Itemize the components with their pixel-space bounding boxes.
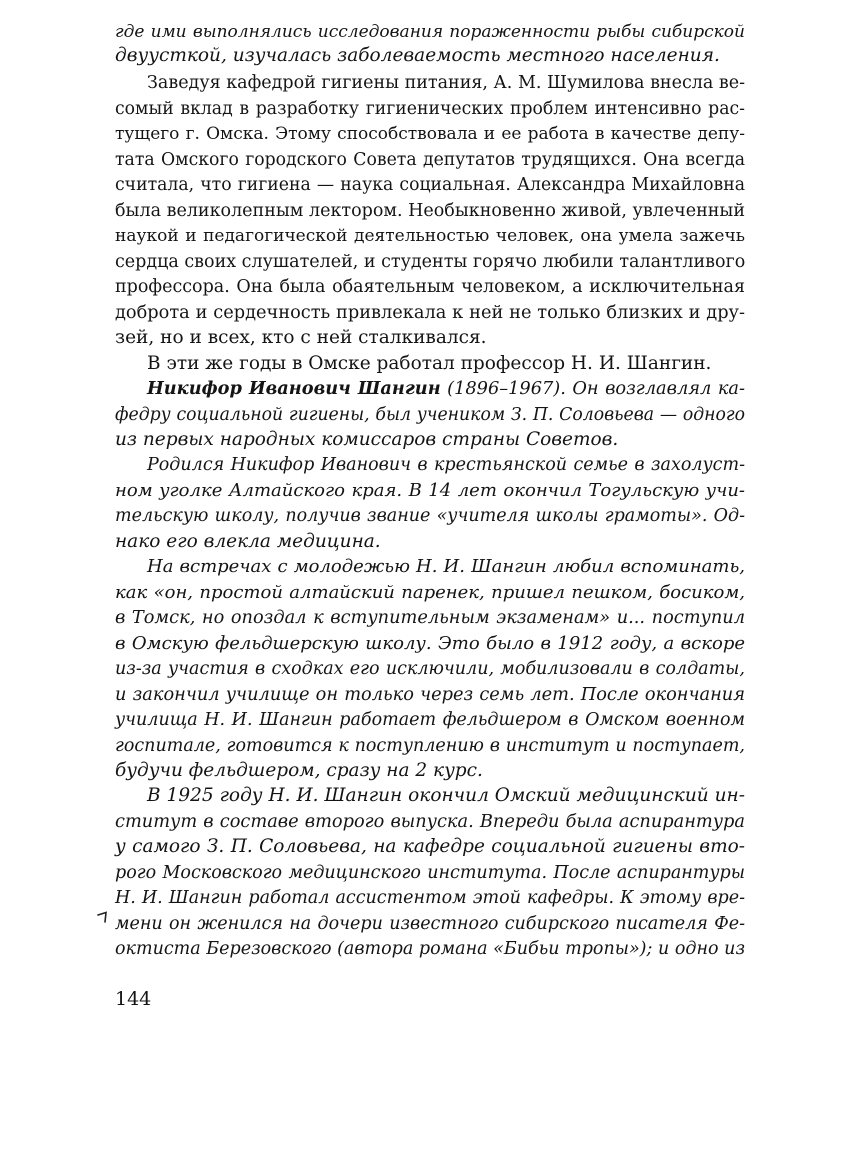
text-line: где ими выполнялись исследования пораженности рыбы сибирской: [115, 22, 745, 42]
text-line: была великолепным лектором. Необыкновенно живой, увлеченный: [115, 200, 745, 221]
text-line: у самого З. П. Соловьева, на кафедре социальной гигиены вто-: [115, 836, 745, 857]
text-line: федру социальной гигиены, был учеником З. П. Соловьева — одного: [115, 404, 745, 425]
text-line: В эти же годы в Омске работал профессор Н. И. Шангин.: [147, 353, 712, 374]
text-line: тата Омского городского Совета депутатов трудящихся. Она всегда: [115, 149, 745, 170]
text-line: зей, но и всех, кто с ней сталкивался.: [115, 327, 487, 348]
text-line: считала, что гигиена — наука социальная. Александра Михайловна: [115, 175, 745, 195]
text-line: будучи фельдшером, сразу на 2 курс.: [115, 760, 483, 781]
text-line: доброта и сердечность привлекала к ней не только близких и дру-: [115, 302, 745, 323]
text-line: в Омскую фельдшерскую школу. Это было в 1912 году, а вскоре: [115, 632, 745, 654]
text-line: профессора. Она была обаятельным человеком, а исключительная: [115, 277, 745, 297]
text-line: из-за участия в сходках его исключили, мобилизовали в солдаты,: [115, 659, 745, 679]
text-line: Н. И. Шангин работал ассистентом этой кафедры. К этому вре-: [115, 888, 745, 908]
text-line: госпитале, готовится к поступлению в институт и поступает,: [115, 735, 745, 756]
text-line: Заведуя кафедрой гигиены питания, А. М. Шумилова внесла ве-: [147, 73, 745, 93]
text-line: ном уголке Алтайского края. В 14 лет окончил Тогульскую учи-: [115, 479, 745, 501]
text-line: тельскую школу, получив звание «учителя школы грамоты». Од-: [115, 506, 745, 526]
text-line: ститут в составе второго выпуска. Впереди была аспирантура: [115, 811, 745, 832]
text-line: училища Н. И. Шангин работает фельдшером в Омском военном: [115, 710, 745, 730]
text-line: Родился Никифор Иванович в крестьянской семье в захолуст-: [147, 455, 745, 475]
text-line: нако его влекла медицина.: [115, 530, 381, 552]
text-line: и закончил училище он только через семь лет. После окончания: [115, 684, 745, 705]
page-number: 144: [115, 988, 152, 1010]
text-fragment: (1896–1967). Он возглавлял ка-: [440, 379, 745, 399]
text-line: рого Московского медицинского института. После аспирантуры: [115, 862, 745, 883]
text-line: двуусткой, изучалась заболеваемость местного населения.: [115, 45, 720, 66]
text-line: как «он, простой алтайский паренек, пришел пешком, босиком,: [115, 581, 745, 603]
text-line: октиста Березовского (автора романа «Бибьи тропы»); и одно из: [115, 939, 745, 959]
text-line: [115, 377, 745, 401]
text-line: сердца своих слушателей, и студенты горячо любили талантливого: [115, 251, 746, 272]
text-line: из первых народных комиссаров страны Советов.: [115, 429, 619, 450]
text-line: в Томск, но опоздал к вступительным экзаменам» и... поступил: [115, 608, 745, 628]
text-line: На встречах с молодежью Н. И. Шангин любил вспоминать,: [147, 556, 745, 577]
text-line: В 1925 году Н. И. Шангин окончил Омский медицинский ин-: [147, 785, 745, 806]
margin-pencil-mark: [97, 906, 113, 924]
person-name: Никифор Иванович Шангин: [147, 378, 441, 399]
text-line: наукой и педагогической деятельностью человек, она умела зажечь: [115, 226, 745, 246]
text-line: тущего г. Омска. Этому способствовала и ее работа в качестве депу-: [115, 124, 745, 144]
text-line: мени он женился на дочери известного сибирского писателя Фе-: [115, 913, 745, 934]
text-line: сомый вклад в разработку гигиенических проблем интенсивно рас-: [115, 98, 745, 119]
